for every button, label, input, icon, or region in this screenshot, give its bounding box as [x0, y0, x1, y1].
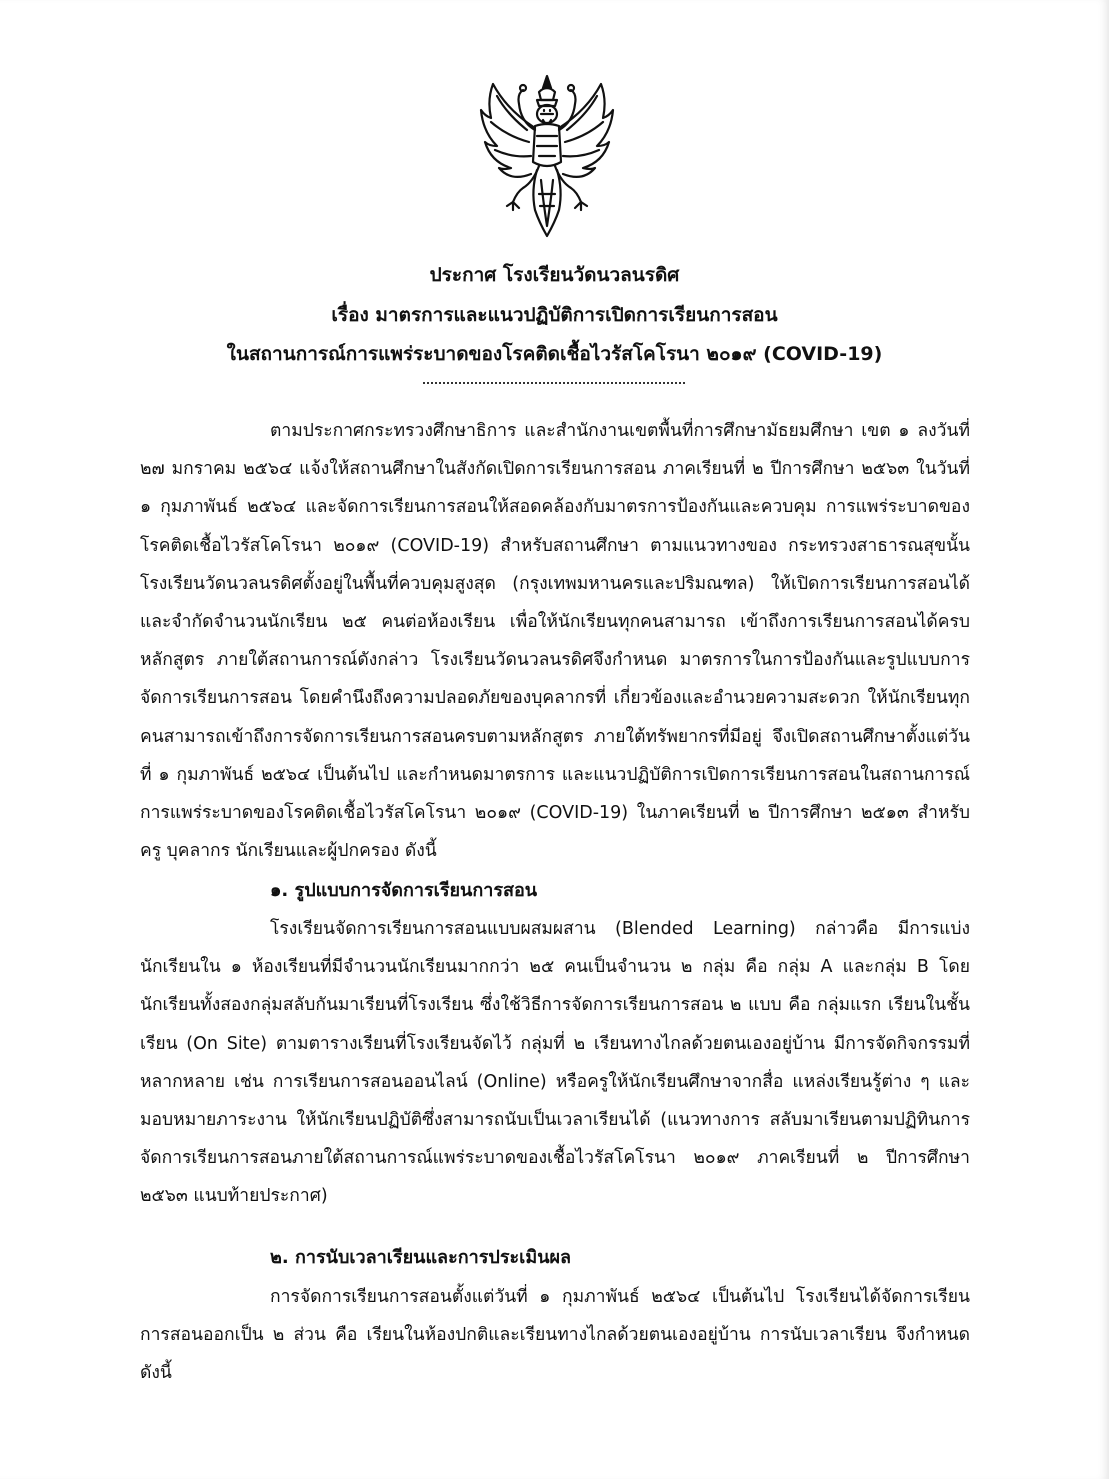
section-2-heading: ๒. การนับเวลาเรียนและการประเมินผล [270, 1247, 572, 1268]
announcement-subject-continued: ในสถานการณ์การแพร่ระบาดของโรคติดเชื้อไวรัสโคโรนา ๒๐๑๙ (COVID-19) [226, 343, 883, 365]
section-1-heading: ๑. รูปแบบการจัดการเรียนการสอน [270, 880, 538, 901]
announcement-subject: เรื่อง มาตรการและแนวปฏิบัติการเปิดการเรียนการสอน [331, 304, 778, 326]
section-2-paragraph: การจัดการเรียนการสอนตั้งแต่วันที่ ๑ กุมภาพันธ์ ๒๕๖๔ เป็นต้นไป โรงเรียนได้จัดการเรียน การสอนออกเป็น ๒ ส่วน คือ เรียนในห้องปกติและเรียนทางไกลด้วยตนเองอยู่บ้าน การนับเวลาเรียน จึงกำหนด ดังนี้ [140, 1287, 970, 1384]
title-separator [423, 382, 685, 384]
intro-paragraph: ตามประกาศกระทรวงศึกษาธิการ และสำนักงานเขตพื้นที่การศึกษามัธยมศึกษา เขต ๑ ลงวันที่ ๒๗ มกราคม ๒๕๖๔ แจ้งให้สถานศึกษาในสังกัดเปิดการเรียนการสอน ภาคเรียนที่ ๒ ปีการศึกษา ๒๕๖๓ ในวันที่ ๑ กุมภาพันธ์ ๒๕๖๔ และจัดการเรียนการสอนให้สอดคล้องกับมาตรการป้องกันและควบคุม การแพร่ระบาดของ โรคติดเชื้อไวรัสโคโรนา ๒๐๑๙ (COVID-19) สำหรับสถานศึกษา ตามแนวทางของ กระทรวงสาธารณสุขนั้น โรงเรียนวัดนวลนรดิศตั้งอยู่ในพื้นที่ควบคุมสูงสุด (กรุงเทพมหานครและปริมณฑล) ให้เปิดการเรียนการสอนได้ และจำกัดจำนวนนักเรียน ๒๕ คนต่อห้องเรียน เพื่อให้นักเรียนทุกคนสามารถ เข้าถึงการเรียนการสอนได้ครบ หลักสูตร ภายใต้สถานการณ์ดังกล่าว โรงเรียนวัดนวลนรดิศจึงกำหนด มาตรการในการป้องกันและรูปแบบการจัดการเรียนการสอน โดยคำนึงถึงความปลอดภัยของบุคลากรที่ เกี่ยวข้องและอำนวยความสะดวก ให้นักเรียนทุกคนสามารถเข้าถึงการจัดการเรียนการสอนครบตามหลักสูตร ภายใต้ทรัพยากรที่มีอยู่ จึงเปิดสถานศึกษาตั้งแต่วันที่ ๑ กุมภาพันธ์ ๒๕๖๔ เป็นต้นไป และกำหนดมาตรการ และแนวปฏิบัติการเปิดการเรียนการสอนในสถานการณ์การแพร่ระบาดของโรคติดเชื้อไวรัสโคโรนา ๒๐๑๙ (COVID-19) ในภาคเรียนที่ ๒ ปีการศึกษา ๒๕๑๓ สำหรับ ครู บุคลากร นักเรียนและผู้ปกครอง ดังนี้ [140, 421, 970, 862]
section-1-paragraph: โรงเรียนจัดการเรียนการสอนแบบผสมผสาน (Blended Learning) กล่าวคือ มีการแบ่ง นักเรียนใน ๑ ห้องเรียนที่มีจำนวนนักเรียนมากกว่า ๒๕ คนเป็นจำนวน ๒ กลุ่ม คือ กลุ่ม A และกลุ่ม B โดยนักเรียนทั้งสองกลุ่มสลับกันมาเรียนที่โรงเรียน ซึ่งใช้วิธีการจัดการเรียนการสอน ๒ แบบ คือ กลุ่มแรก เรียนในชั้นเรียน (On Site) ตามตารางเรียนที่โรงเรียนจัดไว้ กลุ่มที่ ๒ เรียนทางไกลด้วยตนเองอยู่บ้าน มีการจัดกิจกรรมที่หลากหลาย เช่น การเรียนการสอนออนไลน์ (Online) หรือครูให้นักเรียนศึกษาจากสื่อ แหล่งเรียนรู้ต่าง ๆ และมอบหมายภาระงาน ให้นักเรียนปฏิบัติซึ่งสามารถนับเป็นเวลาเรียนได้ (แนวทางการ สลับมาเรียนตามปฏิทินการจัดการเรียนการสอนภายใต้สถานการณ์แพร่ระบาดของเชื้อไวรัสโคโรนา ๒๐๑๙ ภาคเรียนที่ ๒ ปีการศึกษา ๒๕๖๓ แนบท้ายประกาศ) [140, 919, 970, 1207]
garuda-emblem-icon [477, 70, 617, 240]
announcement-title: ประกาศ โรงเรียนวัดนวลนรดิศ [429, 264, 680, 286]
